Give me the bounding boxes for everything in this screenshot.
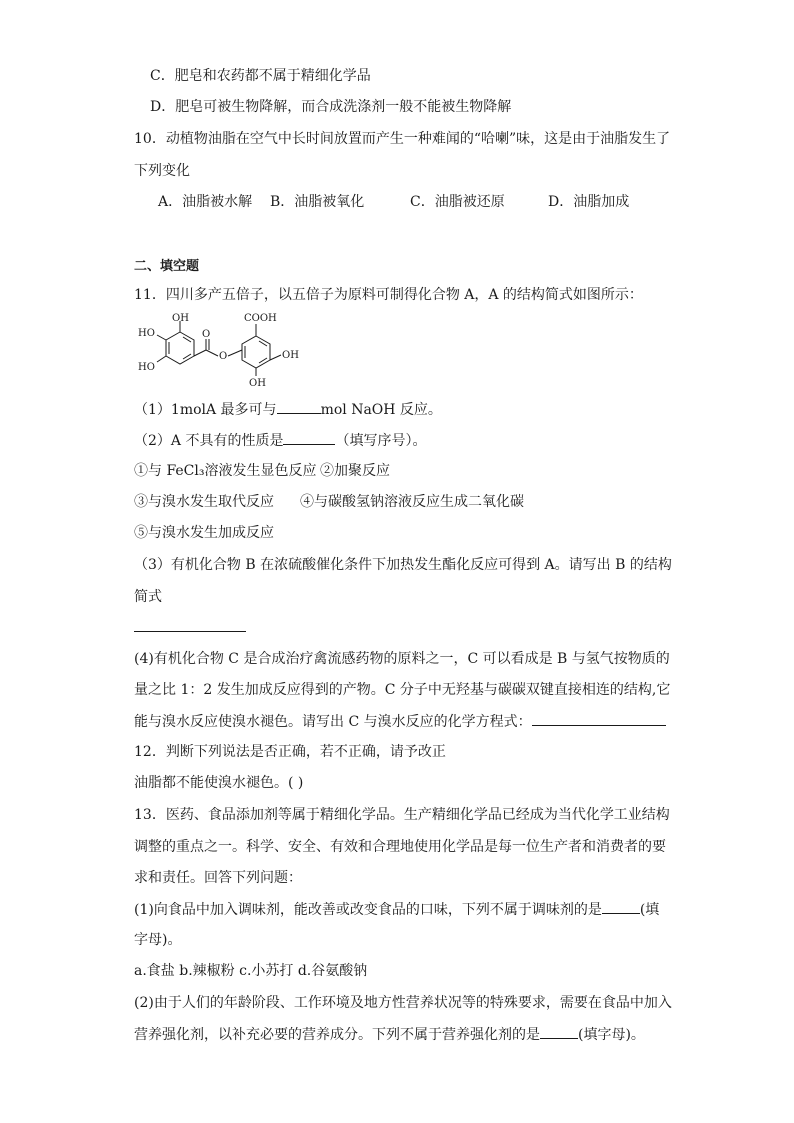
q13-part-2-suffix: (填字母)。 (578, 1027, 645, 1043)
oh-top-label: OH (172, 313, 189, 324)
ho-left-label: HO (138, 328, 155, 339)
q11-part-4-line-3 (134, 711, 666, 732)
q9-option-d: D．肥皂可被生物降解，而合成洗涤剂一般不能被生物降解 (150, 99, 512, 115)
q11-property-3: ③与溴水发生取代反应 (134, 494, 274, 510)
q13-part-2-line-2 (134, 1024, 645, 1045)
q11-part-4-line-2: 量之比 1：2 发生加成反应得到的产物。C 分子中无羟基与碳碳双键直接相连的结构,它 (134, 682, 671, 698)
q11-stem: 11．四川多产五倍子，以五倍子为原料可制得化合物 A，A 的结构简式如图所示： (134, 287, 643, 303)
compound-a-structure (136, 312, 314, 390)
oh-right-label: OH (282, 350, 299, 361)
q13-stem-line-1: 13．医药、食品添加剂等属于精细化学品。生产精细化学品已经成为当代化学工业结构 (134, 807, 670, 823)
q11-part-1-prefix: （1）1molA 最多可与 (134, 402, 277, 418)
q13-part-1-line-1 (134, 899, 659, 920)
q11-part-1 (134, 399, 442, 420)
q13-part-2-line-1: (2)由于人们的年龄阶段、工作环境及地方性营养状况等的特殊要求，需要在食品中加入 (134, 995, 672, 1011)
q10-option-b: B．油脂被氧化 (270, 194, 365, 210)
q12-stem: 12．判断下列说法是否正确，若不正确，请予改正 (134, 744, 446, 760)
q13-answer-blank-1[interactable] (602, 899, 640, 914)
q11-part-4-line-1: (4)有机化合物 C 是合成治疗禽流感药物的原料之一，C 可以看成是 B 与氢气按物质的 (134, 651, 670, 667)
q11-part-2-suffix: （填写序号）。 (335, 433, 427, 449)
q13-part-2-prefix: 营养强化剂，以补充必要的营养成分。下列不属于营养强化剂的是 (134, 1027, 540, 1043)
q10-stem-line-1: 10．动植物油脂在空气中长时间放置而产生一种难闻的“哈喇”味，这是由于油脂发生了 (134, 131, 671, 147)
q11-part-2 (134, 430, 426, 451)
left-benzene-ring (166, 332, 194, 364)
carbonyl-oxygen-label: O (202, 329, 211, 340)
q11-answer-blank-2[interactable] (283, 430, 335, 445)
q10-option-c: C．油脂被还原 (410, 194, 505, 210)
q11-property-1: ①与 FeCl₃溶液发生显色反应 (134, 463, 317, 479)
q12-statement: 油脂都不能使溴水褪色。( ) (134, 775, 304, 791)
q13-stem-line-2: 调整的重点之一。科学、安全、有效和合理地使用化学品是每一位生产者和消费者的要 (134, 839, 666, 855)
q11-property-4: ④与碳酸氢钠溶液反应生成二氧化碳 (300, 494, 524, 510)
ester-oxygen-label: O (219, 351, 228, 362)
q10-stem-line-2: 下列变化 (134, 163, 190, 179)
q9-option-c: C．肥皂和农药都不属于精细化学品 (150, 68, 371, 84)
q11-part-3-line-2: 简式 (134, 589, 162, 605)
q11-part-3-line-1: （3）有机化合物 B 在浓硫酸催化条件下加热发生酯化反应可得到 A。请写出 B 的结构 (134, 557, 672, 573)
section-title-fill-in: 二、填空题 (134, 259, 200, 274)
q13-part-1-prefix: (1)向食品中加入调味剂，能改善或改变食品的口味，下列不属于调味剂的是 (134, 902, 602, 918)
q13-answer-blank-2[interactable] (540, 1024, 578, 1039)
q11-part-4-prefix: 能与溴水反应使溴水褪色。请写出 C 与溴水反应的化学方程式： (134, 714, 532, 730)
q13-stem-line-3: 求和责任。回答下列问题： (134, 870, 302, 886)
oh-bottom-label: OH (249, 378, 266, 389)
q11-part-2-prefix: （2）A 不具有的性质是 (134, 433, 284, 449)
cooh-label: COOH (244, 313, 277, 324)
q11-property-2: ②加聚反应 (320, 463, 390, 479)
q11-answer-blank-1[interactable] (277, 399, 321, 414)
q11-answer-blank-3[interactable] (134, 631, 246, 632)
q13-choices: a.食盐 b.辣椒粉 c.小苏打 d.谷氨酸钠 (134, 963, 368, 979)
q11-answer-blank-4[interactable] (532, 711, 666, 726)
q13-part-1-line-2: 字母)。 (134, 932, 182, 948)
right-benzene-ring (242, 336, 270, 368)
q13-part-1-suffix: (填 (639, 902, 660, 918)
ho-bottom-label: HO (138, 362, 155, 373)
q11-part-1-suffix: mol NaOH 反应。 (320, 402, 442, 418)
q10-option-d: D．油脂加成 (548, 194, 630, 210)
q11-property-5: ⑤与溴水发生加成反应 (134, 525, 274, 541)
q10-option-a: A．油脂被水解 (158, 194, 253, 210)
